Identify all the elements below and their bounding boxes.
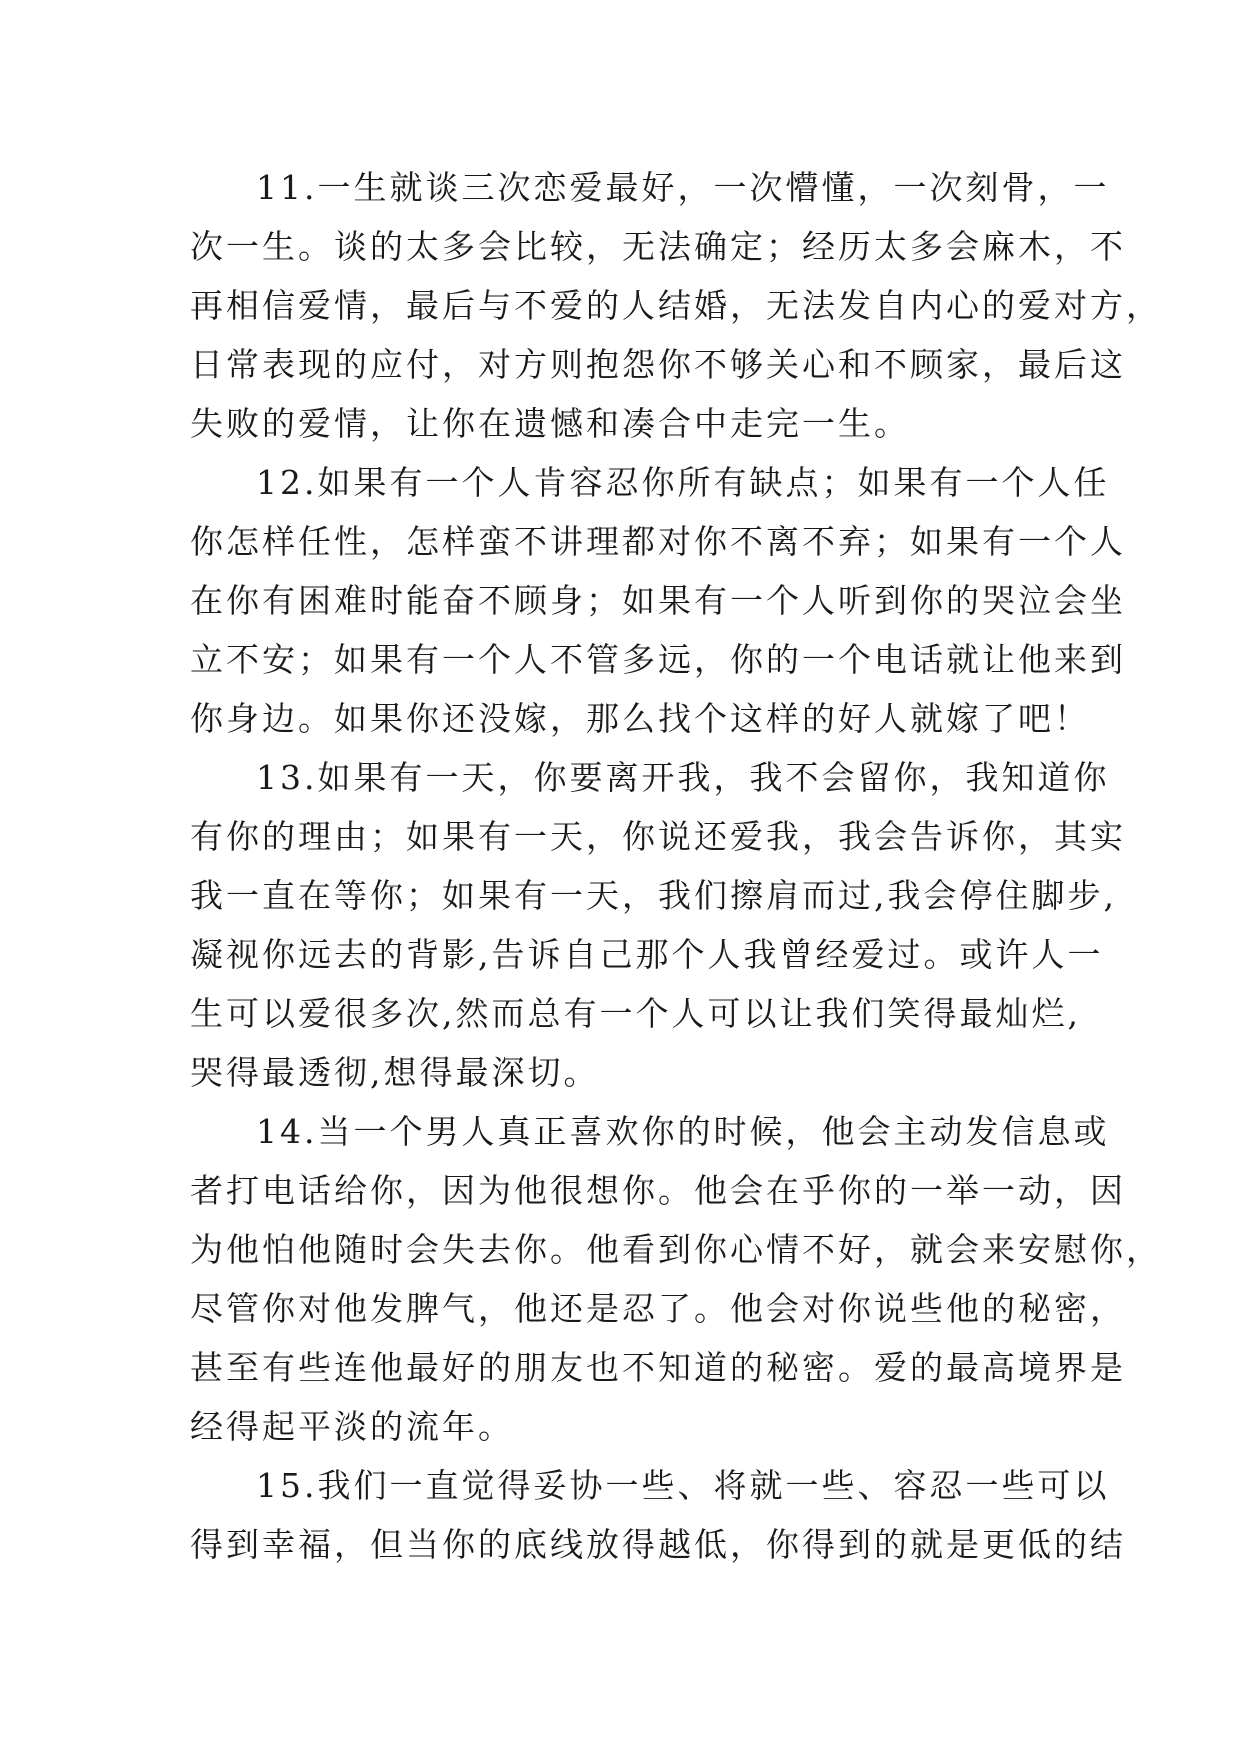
- paragraph-line: 你怎样任性，怎样蛮不讲理都对你不离不弃；如果有一个人: [190, 522, 1126, 561]
- paragraph-line: 经得起平淡的流年。: [190, 1407, 514, 1446]
- paragraph-line: 次一生。谈的太多会比较，无法确定；经历太多会麻木，不: [190, 227, 1126, 266]
- paragraph-line: 15.我们一直觉得妥协一些、将就一些、容忍一些可以: [256, 1466, 1110, 1505]
- paragraph-line: 甚至有些连他最好的朋友也不知道的秘密。爱的最高境界是: [190, 1348, 1126, 1387]
- paragraph-line: 12.如果有一个人肯容忍你所有缺点；如果有一个人任: [256, 463, 1110, 502]
- paragraph-line: 日常表现的应付，对方则抱怨你不够关心和不顾家，最后这: [190, 345, 1126, 384]
- paragraph-line: 失败的爱情，让你在遗憾和凑合中走完一生。: [190, 404, 910, 443]
- paragraph-line: 凝视你远去的背影,告诉自己那个人我曾经爱过。或许人一: [190, 935, 1104, 974]
- paragraph-13: [190, 748, 1126, 1102]
- paragraph-line: 你身边。如果你还没嫁，那么找个这样的好人就嫁了吧！: [190, 699, 1090, 738]
- paragraph-line: 者打电话给你，因为他很想你。他会在乎你的一举一动，因: [190, 1171, 1126, 1210]
- paragraph-line: 我一直在等你；如果有一天，我们擦肩而过,我会停住脚步,: [190, 876, 1117, 915]
- paragraph-line: 再相信爱情，最后与不爱的人结婚，无法发自内心的爱对方，: [190, 286, 1162, 325]
- paragraph-line: 有你的理由；如果有一天，你说还爱我，我会告诉你，其实: [190, 817, 1126, 856]
- paragraph-line: 得到幸福，但当你的底线放得越低，你得到的就是更低的结: [190, 1525, 1126, 1564]
- paragraph-line: 13.如果有一天，你要离开我，我不会留你，我知道你: [256, 758, 1110, 797]
- paragraph-15: [190, 1456, 1126, 1574]
- paragraph-11: [190, 158, 1162, 453]
- document-body: [190, 158, 1162, 1574]
- paragraph-14: [190, 1102, 1162, 1456]
- paragraph-line: 哭得最透彻,想得最深切。: [190, 1053, 600, 1092]
- paragraph-line: 尽管你对他发脾气，他还是忍了。他会对你说些他的秘密，: [190, 1289, 1126, 1328]
- paragraph-line: 立不安；如果有一个人不管多远，你的一个电话就让他来到: [190, 640, 1126, 679]
- paragraph-line: 为他怕他随时会失去你。他看到你心情不好，就会来安慰你，: [190, 1230, 1162, 1269]
- paragraph-line: 11.一生就谈三次恋爱最好，一次懵懂，一次刻骨，一: [256, 168, 1110, 207]
- paragraph-12: [190, 453, 1126, 748]
- paragraph-line: 生可以爱很多次,然而总有一个人可以让我们笑得最灿烂,: [190, 994, 1081, 1033]
- paragraph-line: 在你有困难时能奋不顾身；如果有一个人听到你的哭泣会坐: [190, 581, 1126, 620]
- paragraph-line: 14.当一个男人真正喜欢你的时候，他会主动发信息或: [256, 1112, 1110, 1151]
